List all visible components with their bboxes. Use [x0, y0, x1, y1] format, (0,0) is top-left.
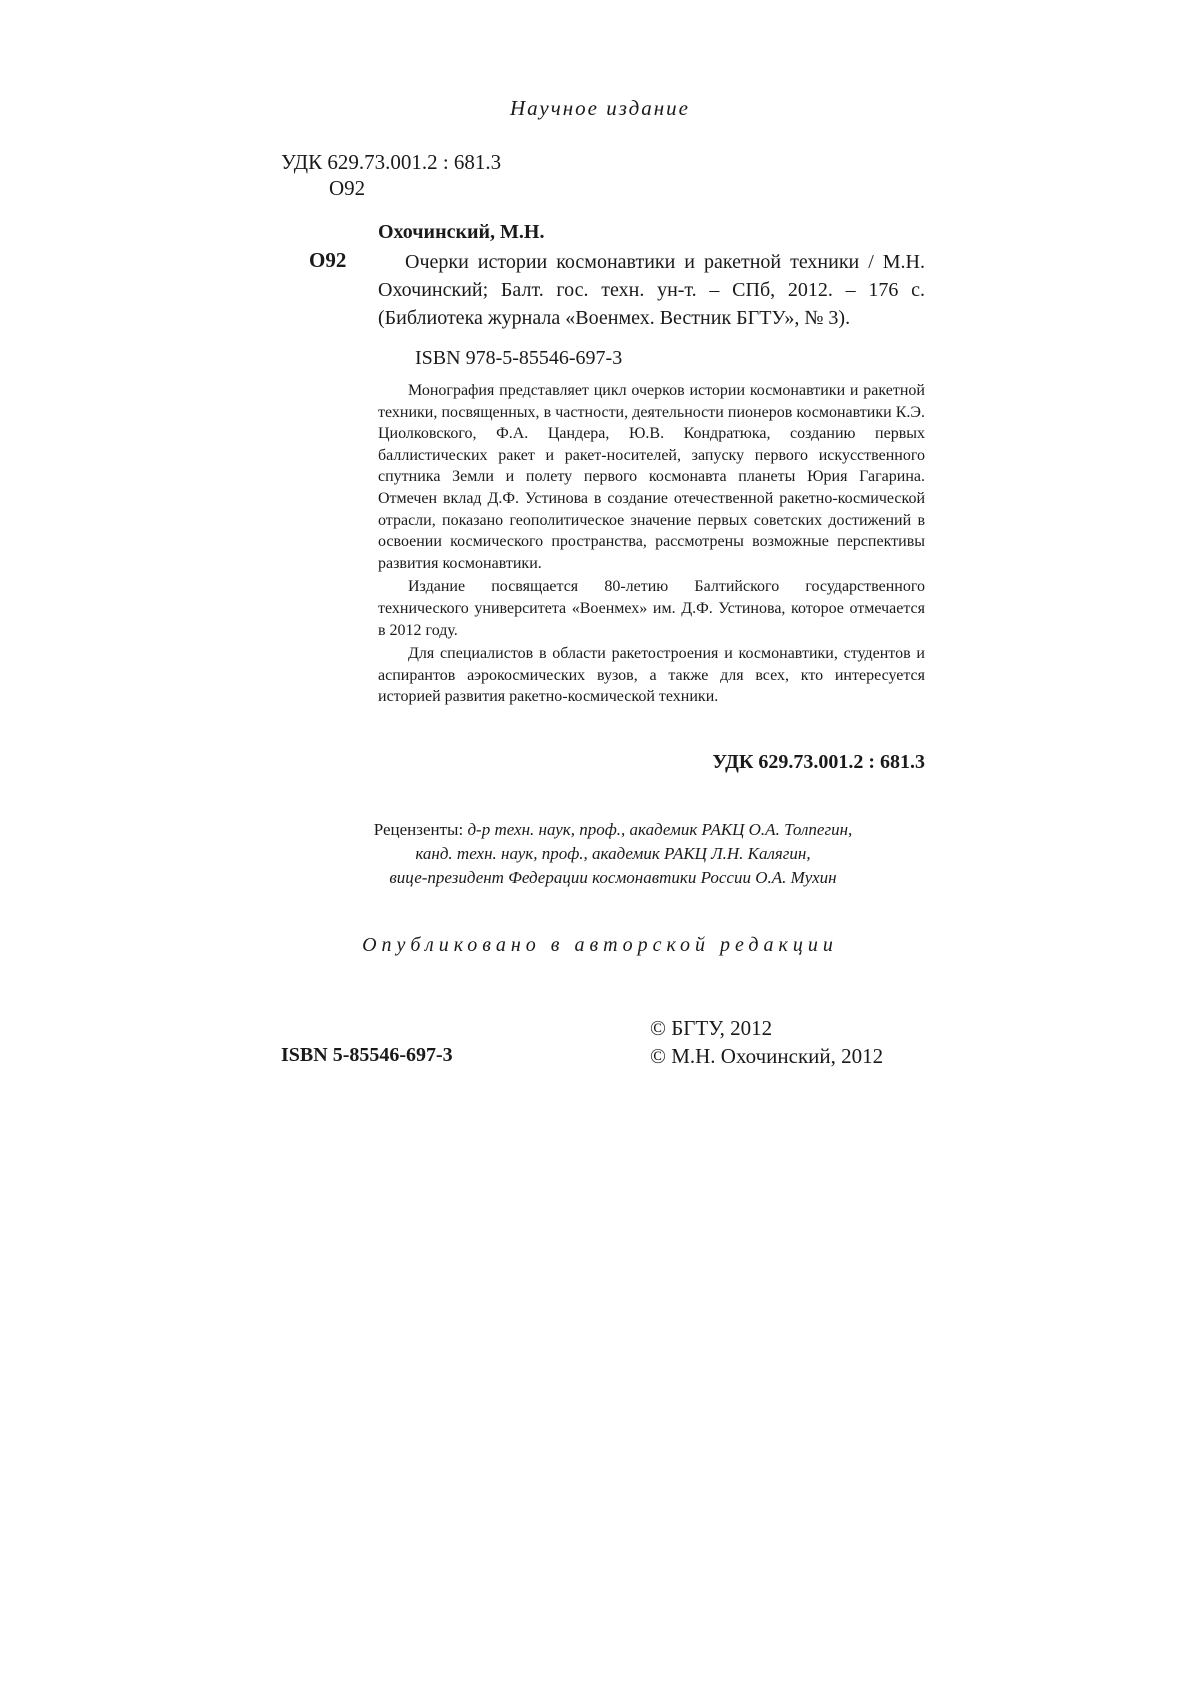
copyright-author: © М.Н. Охочинский, 2012 — [650, 1044, 884, 1068]
reviewer-1: д-р техн. наук, проф., академик РАКЦ О.А. Толпегин, — [467, 820, 853, 839]
reviewer-line-1 — [333, 818, 893, 842]
abstract — [378, 380, 925, 710]
reviewer-3: вице-президент Федерации космонавтики России О.А. Мухин — [389, 868, 837, 887]
reviewer-2: канд. техн. наук, проф., академик РАКЦ Л.Н. Калягин, — [415, 844, 811, 863]
isbn-bottom: ISBN 5-85546-697-3 — [281, 1044, 453, 1066]
reviewers-block — [333, 818, 893, 890]
published-note: Опубликовано в авторской редакции — [362, 934, 838, 956]
author-code-top: О92 — [329, 176, 366, 200]
bibliographic-record: Очерки истории космонавтики и ракетной техники / М.Н. Охочинский; Балт. гос. техн. ун-т. – СПб, 2012. – 176 с. (Библиотека журнала «Военмех. Вестник БГТУ», № 3). — [378, 251, 925, 329]
abstract-paragraph: Издание посвящается 80-летию Балтийского государственного технического университета «Военмех» им. Д.Ф. Устинова, которое отмечается в 2012 году. — [378, 578, 925, 639]
abstract-paragraph: Монография представляет цикл очерков истории космонавтики и ракетной техники, посвященных, в частности, деятельности пионеров космонавтики К.Э. Циолковского, Ф.А. Цандера, Ю.В. Кондратюка, созданию первых баллистических ракет и ракет-носителей, запуску первого искусственного спутника Земли и полету первого космонавта планеты Юрия Гагарина. Отмечен вклад Д.Ф. Устинова в создание отечественной ракетно-космической отрасли, показано геополитическое значение первых советских достижений в освоении космического пространства, рассмотрены возможные перспективы развития космонавтики. — [378, 382, 925, 572]
abstract-paragraph: Для специалистов в области ракетостроения и космонавтики, студентов и аспирантов аэрокосмических вузов, а также для всех, кто интересуется историей развития ракетно-космической техники. — [378, 645, 925, 706]
reviewers-lead: Рецензенты: — [373, 820, 468, 839]
udk-code-top: УДК 629.73.001.2 : 681.3 — [281, 150, 502, 174]
copyright-university: © БГТУ, 2012 — [650, 1016, 773, 1040]
author-heading: Охочинский, М.Н. — [378, 221, 545, 243]
isbn-main: ISBN 978-5-85546-697-3 — [415, 347, 623, 369]
series-label: Научное издание — [510, 96, 690, 120]
udk-code-bottom: УДК 629.73.001.2 : 681.3 — [712, 751, 925, 773]
author-code: О92 — [309, 248, 347, 272]
